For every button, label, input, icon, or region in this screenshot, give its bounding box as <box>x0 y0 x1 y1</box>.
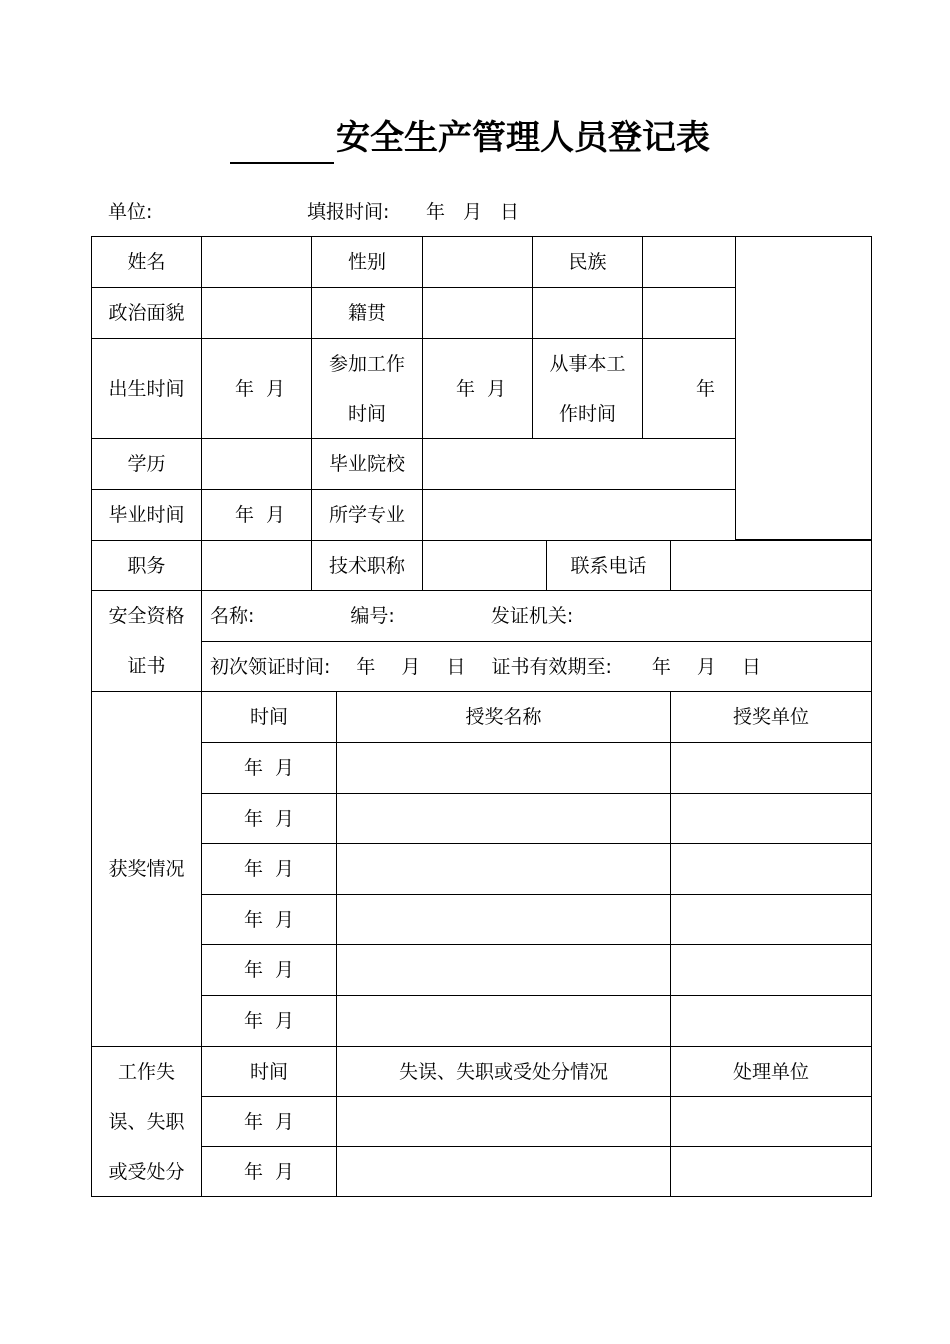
industry-years-field[interactable] <box>642 338 736 439</box>
award-unit-header: 授奖单位 <box>670 691 872 743</box>
cert-name-label: 名称: <box>210 605 255 627</box>
month-unit: 月 <box>265 504 285 526</box>
fault-row-unit[interactable] <box>670 1096 872 1147</box>
ethnicity-field[interactable] <box>642 236 736 288</box>
gender-field[interactable] <box>422 236 533 288</box>
fill-date-month: 月 <box>463 201 483 223</box>
award-name-header: 授奖名称 <box>336 691 671 743</box>
title-text: 安全生产管理人员登记表 <box>336 118 710 158</box>
gender-label: 性别 <box>311 236 423 288</box>
year-unit: 年 <box>243 959 263 981</box>
year-unit: 年 <box>356 655 376 678</box>
political-status-field[interactable] <box>201 287 312 339</box>
faults-label-line2: 误、失职 <box>108 1110 185 1133</box>
month-unit: 月 <box>486 377 506 400</box>
photo-box[interactable] <box>735 236 872 540</box>
fault-row-detail[interactable] <box>336 1146 671 1197</box>
month-unit: 月 <box>275 858 295 880</box>
faults-label <box>91 1046 202 1197</box>
political-status-label: 政治面貌 <box>91 287 202 339</box>
award-row-time[interactable] <box>201 995 337 1047</box>
award-row-time[interactable] <box>201 843 337 895</box>
birth-date-field[interactable] <box>201 338 312 439</box>
work-start-label-line2: 时间 <box>347 402 386 425</box>
year-unit: 年 <box>243 908 263 931</box>
month-unit: 月 <box>275 1010 295 1032</box>
fault-detail-header: 失误、失职或受处分情况 <box>336 1046 671 1097</box>
month-unit: 月 <box>275 1160 295 1183</box>
month-unit: 月 <box>275 959 295 981</box>
ethnicity-label: 民族 <box>532 236 643 288</box>
year-unit: 年 <box>243 1010 263 1032</box>
award-row-time[interactable] <box>201 894 337 945</box>
blank-cell[interactable] <box>532 287 643 339</box>
award-row-unit[interactable] <box>670 843 872 895</box>
award-row-unit[interactable] <box>670 742 872 794</box>
faults-time-header: 时间 <box>201 1046 337 1097</box>
graduate-school-label: 毕业院校 <box>311 438 423 490</box>
award-row-unit[interactable] <box>670 944 872 996</box>
industry-years-label-line2: 作时间 <box>558 402 616 425</box>
graduate-school-field[interactable] <box>422 438 736 490</box>
award-row-unit[interactable] <box>670 793 872 844</box>
year-unit: 年 <box>243 757 263 779</box>
tech-title-field[interactable] <box>422 540 547 591</box>
award-row-time[interactable] <box>201 793 337 844</box>
fault-row-time[interactable] <box>201 1146 337 1197</box>
certificate-info-row[interactable] <box>201 590 872 642</box>
faults-label-line1: 工作失 <box>117 1060 175 1083</box>
tech-title-label: 技术职称 <box>311 540 423 591</box>
award-row-unit[interactable] <box>670 995 872 1047</box>
phone-label: 联系电话 <box>546 540 671 591</box>
cert-valid-until-label: 证书有效期至: <box>491 655 612 678</box>
year-unit: 年 <box>695 377 715 400</box>
year-unit: 年 <box>234 377 254 400</box>
month-unit: 月 <box>401 655 421 678</box>
year-unit: 年 <box>243 1160 263 1183</box>
fill-date-day: 日 <box>500 201 520 223</box>
certificate-date-row[interactable] <box>201 641 872 692</box>
fault-row-time[interactable] <box>201 1096 337 1147</box>
major-label: 所学专业 <box>311 489 423 541</box>
award-row-unit[interactable] <box>670 894 872 945</box>
cert-first-date-label: 初次领证时间: <box>210 655 331 678</box>
education-label: 学历 <box>91 438 202 490</box>
name-label: 姓名 <box>91 236 202 288</box>
award-row-name[interactable] <box>336 793 671 844</box>
awards-label: 获奖情况 <box>91 691 202 1047</box>
education-field[interactable] <box>201 438 312 490</box>
year-unit: 年 <box>243 858 263 880</box>
year-unit: 年 <box>651 655 671 678</box>
handling-unit-header: 处理单位 <box>670 1046 872 1097</box>
phone-field[interactable] <box>670 540 872 591</box>
fault-row-unit[interactable] <box>670 1146 872 1197</box>
work-start-label <box>311 338 423 439</box>
cert-number-label: 编号: <box>350 605 395 627</box>
award-row-time[interactable] <box>201 742 337 794</box>
graduation-date-label: 毕业时间 <box>91 489 202 541</box>
position-label: 职务 <box>91 540 202 591</box>
unit-label: 单位: <box>108 201 153 223</box>
day-unit: 日 <box>741 655 761 678</box>
certificate-label <box>91 590 202 692</box>
cert-authority-label: 发证机关: <box>490 605 574 627</box>
position-field[interactable] <box>201 540 312 591</box>
month-unit: 月 <box>275 807 295 830</box>
month-unit: 月 <box>275 1110 295 1133</box>
name-field[interactable] <box>201 236 312 288</box>
year-unit: 年 <box>455 377 475 400</box>
fill-date-label: 填报时间: <box>307 201 390 223</box>
award-row-name[interactable] <box>336 742 671 794</box>
award-row-name[interactable] <box>336 843 671 895</box>
major-field[interactable] <box>422 489 736 541</box>
year-unit: 年 <box>234 504 254 526</box>
certificate-label-line1: 安全资格 <box>108 605 185 627</box>
work-start-label-line1: 参加工作 <box>328 352 405 375</box>
month-unit: 月 <box>265 377 285 400</box>
fill-date-year: 年 <box>426 201 446 223</box>
day-unit: 日 <box>446 655 466 678</box>
native-place-label: 籍贯 <box>311 287 423 339</box>
award-row-name[interactable] <box>336 995 671 1047</box>
industry-years-label <box>532 338 643 439</box>
month-unit: 月 <box>275 908 295 931</box>
blank-cell[interactable] <box>642 287 736 339</box>
graduation-date-field[interactable] <box>201 489 312 541</box>
award-row-time[interactable] <box>201 944 337 996</box>
award-row-name[interactable] <box>336 944 671 996</box>
year-unit: 年 <box>243 807 263 830</box>
work-start-field[interactable] <box>422 338 533 439</box>
month-unit: 月 <box>696 655 716 678</box>
awards-time-header: 时间 <box>201 691 337 743</box>
industry-years-label-line1: 从事本工 <box>549 352 626 375</box>
native-place-field[interactable] <box>422 287 533 339</box>
month-unit: 月 <box>275 757 295 779</box>
fault-row-detail[interactable] <box>336 1096 671 1147</box>
certificate-label-line2: 证书 <box>127 655 166 677</box>
year-unit: 年 <box>243 1110 263 1133</box>
birth-date-label: 出生时间 <box>91 338 202 439</box>
faults-label-line3: 或受处分 <box>108 1160 185 1183</box>
award-row-name[interactable] <box>336 894 671 945</box>
